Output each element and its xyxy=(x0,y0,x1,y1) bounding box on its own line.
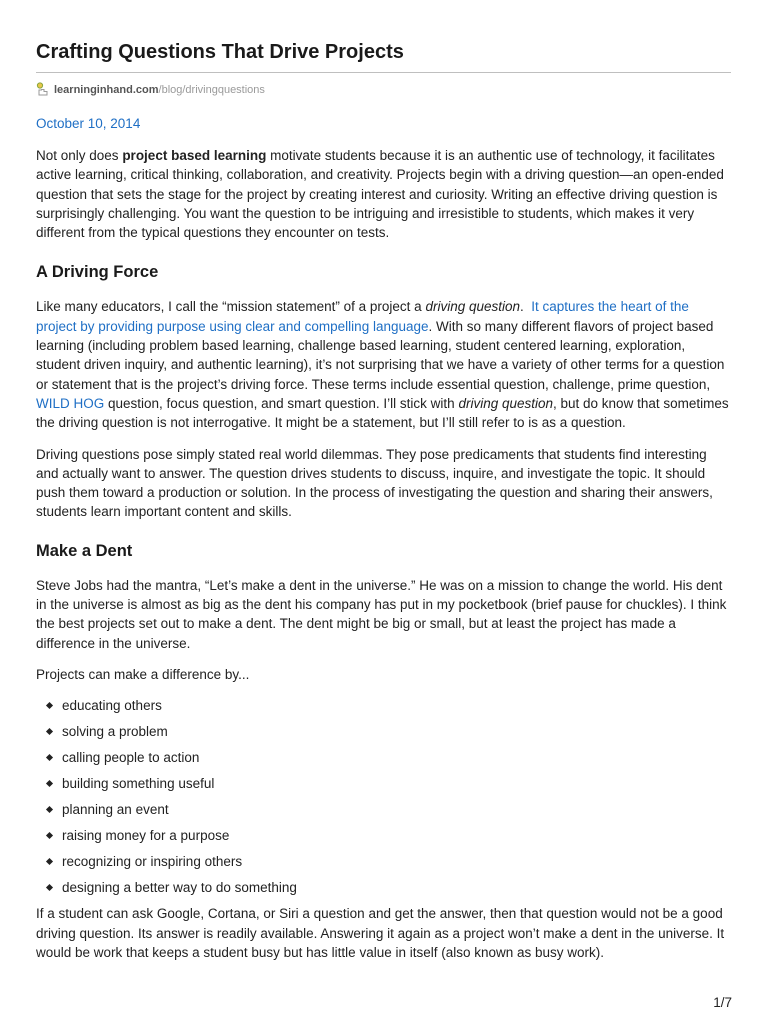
bullet-icon xyxy=(46,832,53,839)
list-item xyxy=(36,774,731,793)
intro-paragraph xyxy=(36,146,731,242)
list-item-text: building something useful xyxy=(62,776,215,792)
bullet-icon xyxy=(46,884,53,891)
list-item xyxy=(36,696,731,715)
intro-bold-term: project based learning xyxy=(122,148,267,163)
page-number: 1/7 xyxy=(713,995,732,1010)
list-item-text: calling people to action xyxy=(62,750,200,766)
list-item-text: solving a problem xyxy=(62,724,168,740)
text-segment: Like many educators, I call the “mission statement” of a project a xyxy=(36,299,426,315)
list-item xyxy=(36,800,731,819)
section-heading-driving-force: A Driving Force xyxy=(36,263,159,282)
bullet-icon xyxy=(46,728,53,735)
text-segment: , but do know that sometimes the driving question is not interrogative. It might be a statement, but I’ll still refer to is as a question. xyxy=(36,395,729,431)
difference-list xyxy=(36,696,731,897)
text-segment: question, focus question, and smart question. I’ll stick with xyxy=(104,395,459,411)
bullet-icon xyxy=(46,806,53,813)
article-page xyxy=(36,38,731,962)
source-link-icon xyxy=(36,82,50,98)
bullet-icon xyxy=(46,754,53,761)
text-segment: . xyxy=(520,299,532,315)
bullet-icon xyxy=(46,780,53,787)
text-segment: . With so many different flavors of project based learning (including problem based learning, challenge based learning, student centered learning, exploration, student driven inquiry, and authentic learning), it’s not surprising that we have a variety of other terms for a question or statement that is the project’s driving force. These terms include essential question, challenge, prime question, xyxy=(36,318,725,392)
intro-text-post: motivate students because it is an authentic use of technology, it facilitates active learning, critical thinking, collaboration, and creativity. Projects begin with a driving question—an open-ended question that sets the stage for the project by creating interest and curiosity. Writing an effective driving question is surprisingly challenging. You want the question to be intriguing and irresistible to students, which makes it very different from the typical questions they encounter on tests. xyxy=(36,148,724,241)
source-path: /blog/drivingquestions xyxy=(158,84,265,96)
intro-text-pre: Not only does xyxy=(36,148,123,163)
list-item-text: planning an event xyxy=(62,802,169,818)
link-heart-of-project[interactable]: It captures the heart of the project by providing purpose using clear and compelling language xyxy=(36,299,689,334)
section-heading-make-a-dent: Make a Dent xyxy=(36,541,133,560)
make-a-dent-paragraph-1: Steve Jobs had the mantra, “Let’s make a dent in the universe.” He was on a mission to change the world. His dent in the universe is almost as big as the dent his company has put in my pocketbook (brief pause for chuckles). I think the best projects set out to make a dent. The dent might be big or small, but at least the project has made a difference in the universe. xyxy=(36,577,727,651)
list-item xyxy=(36,826,731,845)
post-date: October 10, 2014 xyxy=(36,116,141,131)
source-line xyxy=(36,80,731,100)
list-item-text: raising money for a purpose xyxy=(62,828,230,844)
list-item xyxy=(36,852,731,871)
page-title: Crafting Questions That Drive Projects xyxy=(36,38,731,73)
list-item-text: recognizing or inspiring others xyxy=(62,854,243,870)
list-item-text: educating others xyxy=(62,698,162,714)
emphasis-driving-question: driving question xyxy=(458,395,554,411)
driving-force-paragraph-2: Driving questions pose simply stated real world dilemmas. They pose predicaments that students find interesting and actually want to answer. The question drives students to discuss, inquire, and investigate the topic. It should push them toward a production or solution. In the process of investigating the question and sharing their answers, students learn important content and skills. xyxy=(36,446,713,520)
emphasis-driving-question: driving question xyxy=(425,299,520,315)
make-a-dent-paragraph-3: If a student can ask Google, Cortana, or Siri a question and get the answer, then that question would not be a good driving question. Its answer is readily available. Answering it again as a project won’t make a dent in the universe. It would be work that keeps a student busy but has little value in itself (also known as busy work). xyxy=(36,906,725,960)
list-item-text: designing a better way to do something xyxy=(62,880,297,896)
bullet-icon xyxy=(46,702,53,709)
list-item xyxy=(36,878,731,897)
link-wild-hog[interactable]: WILD HOG xyxy=(36,395,105,411)
driving-force-paragraph-1 xyxy=(36,297,731,432)
list-item xyxy=(36,722,731,741)
make-a-dent-paragraph-2: Projects can make a difference by... xyxy=(36,666,250,682)
list-item xyxy=(36,748,731,767)
source-host-link[interactable]: learninginhand.com xyxy=(54,84,159,96)
bullet-icon xyxy=(46,858,53,865)
